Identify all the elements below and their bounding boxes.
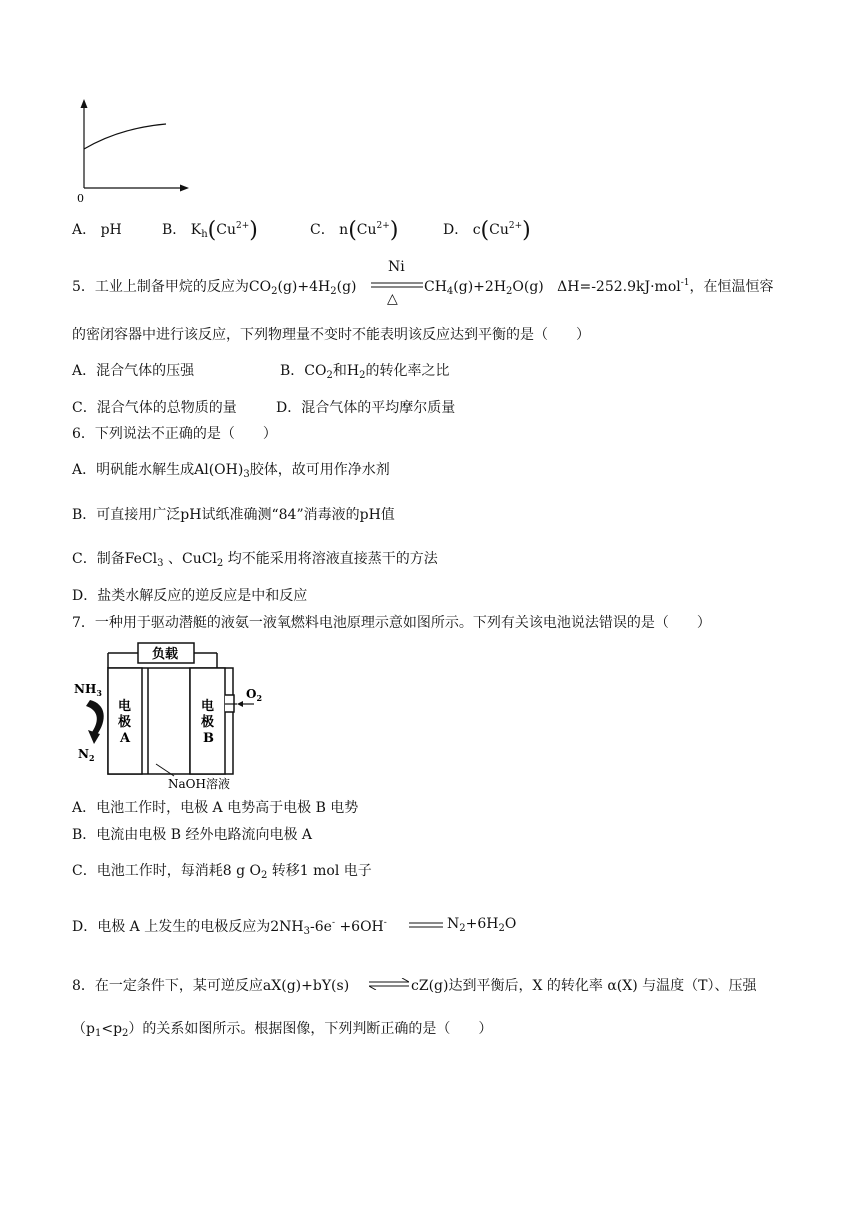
q6-option-b: B．可直接用广泛pH试纸准确测“84”消毒液的pH值	[72, 507, 395, 523]
q4-origin-label: 0	[77, 192, 84, 205]
q5-condition: △	[387, 291, 398, 307]
electrode-b-char-2: 极	[201, 715, 215, 730]
load-label: 负载	[152, 647, 179, 662]
q5-line2: 的密闭容器中进行该反应，下列物理量不变时不能表明该反应达到平衡的是（ ）	[72, 327, 590, 343]
electrolyte-label: NaOH溶液	[168, 777, 230, 791]
q4-option-d: D． $c(Cu^{2+})$	[443, 218, 531, 243]
q5-line1-rest: $CH_4(g)+2H_2O(g)$ ΔH=-252.9kJ·mol$^{-1}$，在恒温恒容	[424, 278, 774, 297]
q4-option-a: A． pH	[72, 222, 122, 238]
o2-arrow-icon	[237, 701, 243, 707]
q5-catalyst: Ni	[388, 259, 405, 275]
electrode-b-char-1: 电	[201, 699, 215, 714]
o2-label: $O_2$	[246, 687, 263, 703]
q8-line2: $(p_1<p_2)$的关系如图所示。根据图像，下列判断正确的是（ ）	[72, 1021, 493, 1039]
q6-stem: 6．下列说法不正确的是（ ）	[72, 426, 277, 442]
q7-d-equal-sign	[409, 921, 443, 931]
n2-label: $N_2$	[78, 747, 95, 763]
q5-option-c: C．混合气体的总物质的量	[72, 400, 237, 416]
nh3-label: $NH_3$	[74, 682, 102, 698]
electrode-a-char-2: 极	[118, 715, 132, 730]
q6-option-d: D．盐类水解反应的逆反应是中和反应	[72, 588, 308, 604]
q6-option-c: C．制备FeCl$_3$ 、CuCl$_2$ 均不能采用将溶液直接蒸干的方法	[72, 551, 438, 569]
q7-cell-diagram	[72, 640, 272, 792]
electrode-a-char-1: 电	[118, 699, 132, 714]
q8-line1-left: 8．在一定条件下，某可逆反应aX(g)+bY(s)	[72, 978, 350, 994]
q5-option-d: D．混合气体的平均摩尔质量	[276, 400, 456, 416]
q5-equal-sign	[371, 281, 423, 291]
q7-stem: 7．一种用于驱动潜艇的液氨一液氧燃料电池原理示意如图所示。下列有关该电池说法错误的是（ ）	[72, 615, 711, 631]
q7-option-c: C．电池工作时，每消耗8 g $O_2$ 转移1 mol 电子	[72, 863, 372, 881]
q7-option-d: D．电极 A 上发生的电极反应为$2NH_3-6e^- +6OH^-$	[72, 918, 387, 937]
q4-graph	[70, 96, 200, 208]
q4-option-c: C． $n(Cu^{2+})$	[310, 218, 399, 243]
q5-option-b: B．$CO_2$和$H_2$的转化率之比	[280, 363, 450, 381]
q4-option-b: B． $K_h(Cu^{2+})$	[162, 218, 258, 243]
q4-curve	[84, 124, 166, 149]
q8-line1-right: cZ(g)达到平衡后，X 的转化率 α(X) 与温度（T）、压强	[411, 978, 757, 994]
q8-reversible-arrow	[369, 978, 409, 990]
q6-option-a: A．明矾能水解生成$Al(OH)_3$胶体，故可用作净水剂	[72, 462, 390, 480]
q7-option-a: A．电池工作时，电极 A 电势高于电极 B 电势	[72, 800, 359, 816]
q5-line1: 5．工业上制备甲烷的反应为$CO_2(g)+4H_2(g)$	[72, 279, 357, 297]
q5-option-a: A．混合气体的压强	[72, 363, 195, 379]
q7-option-d-products: $N_2+6H_2O$	[447, 916, 517, 934]
electrode-a-char-3: A	[120, 731, 131, 746]
electrode-b-char-3: B	[203, 731, 214, 746]
q7-option-b: B．电流由电极 B 经外电路流向电极 A	[72, 827, 313, 843]
